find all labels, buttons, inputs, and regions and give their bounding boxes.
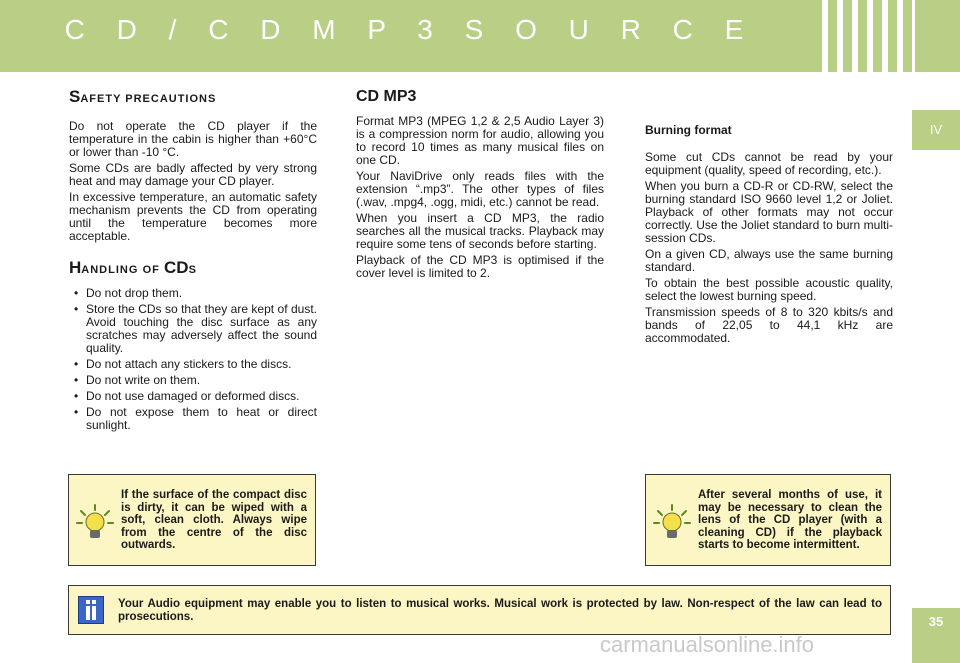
info-note-text: Your Audio equipment may enable you to listen to musical works. Musical work is protected by law. Non-respect of the law can lead to prosecutions.	[118, 598, 882, 623]
info-icon	[78, 596, 104, 624]
handling-heading	[69, 258, 317, 277]
tip-text-right: After several months of use, it may be necessary to clean the lens of the CD player (with a cleaning CD) if the playback starts to become intermittent.	[698, 489, 882, 551]
safety-paragraph: Some CDs are badly affected by very strong heat and may damage your CD player.	[69, 161, 317, 188]
handling-heading-of: OF	[142, 264, 160, 276]
list-item: • Store the CDs so that they are kept of dust. Avoid touching the disc surface as any scratches may adversely affect the sound quality.	[69, 303, 317, 355]
safety-heading	[69, 87, 317, 106]
cdmp3-paragraph: Playback of the CD MP3 is optimised if the cover level is limited to 2.	[356, 253, 604, 280]
burning-paragraph: Transmission speeds of 8 to 320 kbits/s and bands of 22,05 to 44,1 kHz are accommodated.	[645, 305, 893, 345]
header-stripe	[882, 0, 888, 72]
burning-paragraph: On a given CD, always use the same burning standard.	[645, 247, 893, 274]
list-item: • Do not use damaged or deformed discs.	[69, 390, 317, 403]
safety-heading-rest: AFETY PRECAUTIONS	[80, 93, 217, 105]
burning-paragraph: When you burn a CD-R or CD-RW, select the burning standard ISO 9660 level 1,2 or Joliet. Playback of other formats may not occur correctly. Use the Joliet standard to burn multi-session CDs.	[645, 179, 893, 245]
info-glyph-icon	[79, 597, 103, 623]
burning-section	[645, 124, 893, 348]
burning-heading: Burning format	[645, 123, 732, 137]
safety-section	[69, 87, 317, 435]
burning-paragraph: Some cut CDs cannot be read by your equipment (quality, speed of recording, etc.).	[645, 150, 893, 177]
cdmp3-heading: CD MP3	[356, 88, 417, 105]
header-stripe	[912, 0, 915, 72]
handling-heading-initial: H	[69, 258, 82, 277]
watermark: carmanualsonline.info	[600, 632, 815, 657]
handling-list	[69, 287, 317, 432]
safety-paragraph: Do not operate the CD player if the temperature in the cabin is higher than +60°C or lower than -10 °C.	[69, 119, 317, 159]
cdmp3-section	[356, 90, 604, 283]
header-stripe	[897, 0, 903, 72]
list-item: • Do not attach any stickers to the discs.	[69, 358, 317, 371]
header-stripe	[867, 0, 873, 72]
page-number: 35	[912, 608, 960, 663]
list-item: • Do not write on them.	[69, 374, 317, 387]
handling-heading-cd: CD	[164, 258, 189, 277]
header-band	[0, 0, 960, 72]
safety-heading-initial: S	[69, 87, 81, 106]
handling-heading-s: S	[188, 264, 197, 276]
header-stripe	[837, 0, 843, 72]
page-title: C D / C D M P 3 S O U R C E	[64, 14, 756, 45]
safety-paragraph: In excessive temperature, an automatic safety mechanism prevents the CD from operating until the temperature becomes more acceptable.	[69, 190, 317, 243]
handling-heading-rest: ANDLING	[81, 264, 139, 276]
header-stripe	[852, 0, 858, 72]
lightbulb-icon	[652, 503, 692, 543]
header-stripe	[822, 0, 828, 72]
chapter-tab: IV	[912, 110, 960, 150]
cdmp3-paragraph: Format MP3 (MPEG 1,2 & 2,5 Audio Layer 3) is a compression norm for audio, allowing you to record 10 times as many musical files on one CD.	[356, 114, 604, 167]
lightbulb-icon	[75, 503, 115, 543]
tip-box-left	[68, 474, 316, 566]
list-item: • Do not expose them to heat or direct sunlight.	[69, 406, 317, 432]
cdmp3-paragraph: When you insert a CD MP3, the radio searches all the musical tracks. Playback may require some tens of seconds before starting.	[356, 211, 604, 251]
cdmp3-paragraph: Your NaviDrive only reads files with the extension “.mp3”. The other types of files (.wav, .mpg4, .ogg, midi, etc.) cannot be read.	[356, 169, 604, 209]
burning-paragraph: To obtain the best possible acoustic quality, select the lowest burning speed.	[645, 276, 893, 303]
tip-box-right	[645, 474, 891, 566]
tip-text-left: If the surface of the compact disc is dirty, it can be wiped with a soft, clean cloth. Always wipe from the centre of the disc outwards.	[121, 489, 307, 551]
list-item: • Do not drop them.	[69, 287, 317, 300]
